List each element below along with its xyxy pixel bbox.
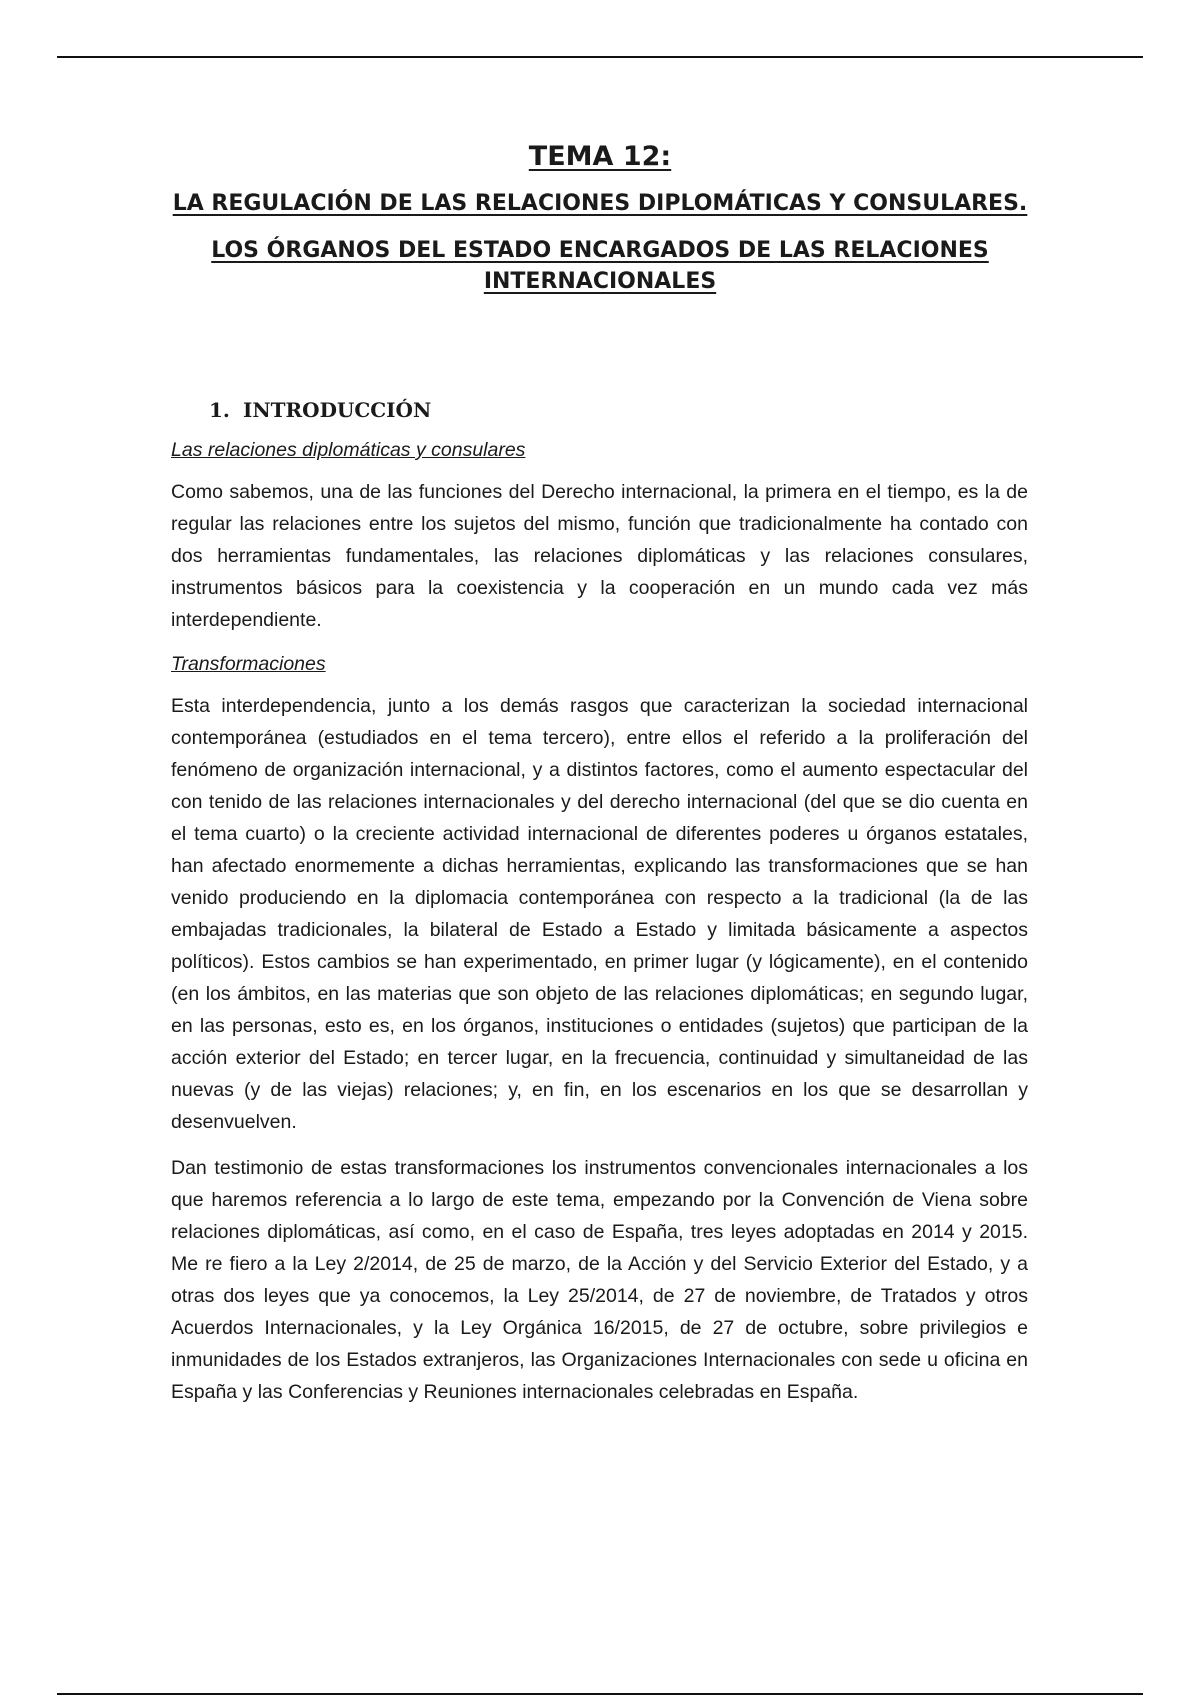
footer-rule: [57, 1693, 1143, 1695]
title-block: [170, 140, 1030, 313]
subheading-transformaciones: Transformaciones: [171, 653, 326, 675]
subheading-relaciones: Las relaciones diplomáticas y consulares: [171, 439, 526, 461]
paragraph-3: Dan testimonio de estas transformaciones los instrumentos convencionales internacionales a los que haremos referencia a lo largo de este tema, empezando por la Convención de Viena sobre relaciones diplomáticas, así como, en el caso de España, tres leyes adoptadas en 2014 y 2015. Me re fiero a la Ley 2/2014, de 25 de marzo, de la Acción y del Servicio Exterior del Estado, y a otras dos leyes que ya conocemos, la Ley 25/2014, de 27 de noviembre, de Tratados y otros Acuerdos Internacionales, y la Ley Orgánica 16/2015, de 27 de octubre, sobre privilegios e inmunidades de los Estados extranjeros, las Organizaciones Internacionales con sede u oficina en España y las Conferencias y Reuniones internacionales celebradas en España.: [171, 1157, 1028, 1403]
subtitle-relaciones: LA REGULACIÓN DE LAS RELACIONES DIPLOMÁTICAS Y CONSULARES.: [172, 191, 1028, 216]
subtitle-organos: LOS ÓRGANOS DEL ESTADO ENCARGADOS DE LAS RELACIONES INTERNACIONALES: [211, 238, 989, 294]
section-title: INTRODUCCIÓN: [243, 398, 432, 422]
header-rule: [57, 56, 1143, 58]
document-body: [171, 396, 1028, 1422]
section-number: 1.: [209, 398, 230, 422]
paragraph-1: Como sabemos, una de las funciones del Derecho internacional, la primera en el tiempo, es la de regular las relaciones entre los sujetos del mismo, función que tradicionalmente ha contado con dos herramientas fundamentales, las relaciones diplomáticas y las relaciones consulares, instrumentos básicos para la coexistencia y la cooperación en un mundo cada vez más interdependiente.: [171, 481, 1028, 631]
page-title: TEMA 12:: [528, 141, 672, 172]
paragraph-2: Esta interdependencia, junto a los demás rasgos que caracterizan la sociedad internacional contemporánea (estudiados en el tema tercero), entre ellos el referido a la proliferación del fenómeno de organización internacional, y a distintos factores, como el aumento espectacular del con tenido de las relaciones internacionales y del derecho internacional (del que se dio cuenta en el tema cuarto) o la creciente actividad internacional de diferentes poderes u órganos estatales, han afectado enormemente a dichas herramientas, explicando las transformaciones que se han venido produciendo en la diplomacia contemporánea con respecto a la tradicional (la de las embajadas tradicionales, la bilateral de Estado a Estado y limitada básicamente a aspectos políticos). Estos cambios se han experimentado, en primer lugar (y lógicamente), en el contenido (en los ámbitos, en las materias que son objeto de las relaciones diplomáticas; en segundo lugar, en las personas, esto es, en los órganos, instituciones o entidades (sujetos) que participan de la acción exterior del Estado; en tercer lugar, en la frecuencia, continuidad y simultaneidad de las nuevas (y de las viejas) relaciones; y, en fin, en los escenarios en los que se desarrollan y desenvuelven.: [171, 695, 1028, 1133]
section-heading: [209, 396, 1028, 424]
